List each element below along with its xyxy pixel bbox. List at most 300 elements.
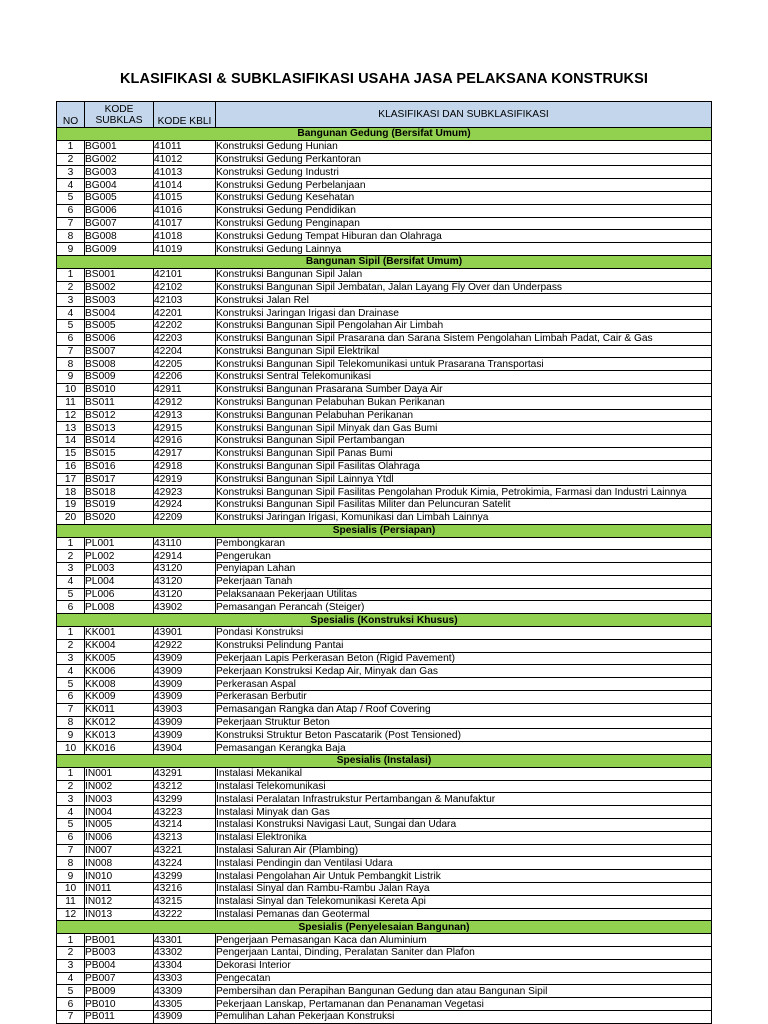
- cell-klasifikasi: Konstruksi Bangunan Sipil Jembatan, Jalan Layang Fly Over dan Underpass: [216, 281, 712, 294]
- cell-no: 7: [57, 844, 85, 857]
- cell-klasifikasi: Instalasi Sinyal dan Telekomunikasi Kereta Api: [216, 895, 712, 908]
- cell-kode-kbli: 42917: [154, 447, 216, 460]
- cell-kode-subklas: KK008: [85, 678, 154, 691]
- cell-klasifikasi: Konstruksi Bangunan Sipil Minyak dan Gas Bumi: [216, 422, 712, 435]
- cell-kode-subklas: IN010: [85, 870, 154, 883]
- cell-no: 6: [57, 332, 85, 345]
- cell-kode-subklas: BS015: [85, 447, 154, 460]
- cell-no: 2: [57, 153, 85, 166]
- cell-klasifikasi: Instalasi Saluran Air (Plambing): [216, 844, 712, 857]
- cell-klasifikasi: Konstruksi Bangunan Sipil Pengolahan Air Limbah: [216, 319, 712, 332]
- cell-kode-kbli: 43909: [154, 652, 216, 665]
- cell-klasifikasi: Instalasi Pengolahan Air Untuk Pembangkit Listrik: [216, 870, 712, 883]
- cell-no: 18: [57, 486, 85, 499]
- table-row: [57, 780, 712, 793]
- cell-no: 6: [57, 831, 85, 844]
- cell-kode-kbli: 41015: [154, 191, 216, 204]
- cell-kode-subklas: BG009: [85, 243, 154, 256]
- section-title: Spesialis (Persiapan): [57, 524, 712, 537]
- table-row: [57, 435, 712, 448]
- header-kode-line1: KODE: [104, 103, 134, 115]
- table-row: [57, 678, 712, 691]
- cell-kode-kbli: 42912: [154, 396, 216, 409]
- cell-klasifikasi: Konstruksi Bangunan Sipil Fasilitas Pengolahan Produk Kimia, Petrokimia, Farmasi dan Industri Lainnya: [216, 486, 712, 499]
- cell-kode-kbli: 42923: [154, 486, 216, 499]
- cell-no: 1: [57, 268, 85, 281]
- table-row: [57, 268, 712, 281]
- cell-kode-kbli: 42924: [154, 499, 216, 512]
- table-row: [57, 895, 712, 908]
- cell-klasifikasi: Pekerjaan Konstruksi Kedap Air, Minyak dan Gas: [216, 665, 712, 678]
- table-row: [57, 870, 712, 883]
- table-row: [57, 959, 712, 972]
- cell-no: 13: [57, 422, 85, 435]
- cell-kode-subklas: BS007: [85, 345, 154, 358]
- cell-no: 1: [57, 627, 85, 640]
- cell-kode-subklas: KK011: [85, 703, 154, 716]
- cell-klasifikasi: Konstruksi Gedung Lainnya: [216, 243, 712, 256]
- cell-klasifikasi: Instalasi Telekomunikasi: [216, 780, 712, 793]
- cell-klasifikasi: Pengerjaan Pemasangan Kaca dan Aluminium: [216, 934, 712, 947]
- table-row: [57, 844, 712, 857]
- table-row: [57, 716, 712, 729]
- table-row: [57, 550, 712, 563]
- cell-kode-kbli: 42101: [154, 268, 216, 281]
- section-header-row: [57, 755, 712, 768]
- cell-kode-subklas: KK001: [85, 627, 154, 640]
- table-row: [57, 383, 712, 396]
- cell-kode-subklas: KK009: [85, 691, 154, 704]
- cell-no: 12: [57, 908, 85, 921]
- cell-klasifikasi: Pemasangan Perancah (Steiger): [216, 601, 712, 614]
- section-header-row: [57, 255, 712, 268]
- cell-klasifikasi: Konstruksi Bangunan Sipil Fasilitas Militer dan Peluncuran Satelit: [216, 499, 712, 512]
- cell-no: 4: [57, 575, 85, 588]
- cell-klasifikasi: Perkerasan Berbutir: [216, 691, 712, 704]
- table-row: [57, 703, 712, 716]
- cell-kode-subklas: PB009: [85, 985, 154, 998]
- cell-kode-subklas: PB011: [85, 1010, 154, 1023]
- cell-no: 11: [57, 895, 85, 908]
- cell-no: 2: [57, 550, 85, 563]
- cell-no: 6: [57, 998, 85, 1011]
- cell-no: 17: [57, 473, 85, 486]
- table-row: [57, 204, 712, 217]
- table-row: [57, 409, 712, 422]
- table-row: [57, 729, 712, 742]
- cell-kode-kbli: 43904: [154, 742, 216, 755]
- cell-no: 15: [57, 447, 85, 460]
- table-row: [57, 908, 712, 921]
- cell-no: 4: [57, 307, 85, 320]
- cell-klasifikasi: Pengerukan: [216, 550, 712, 563]
- cell-no: 8: [57, 716, 85, 729]
- cell-klasifikasi: Pelaksanaan Pekerjaan Utilitas: [216, 588, 712, 601]
- cell-kode-kbli: 43901: [154, 627, 216, 640]
- cell-no: 3: [57, 793, 85, 806]
- cell-kode-kbli: 43212: [154, 780, 216, 793]
- cell-kode-subklas: BS010: [85, 383, 154, 396]
- cell-kode-kbli: 42203: [154, 332, 216, 345]
- cell-klasifikasi: Instalasi Elektronika: [216, 831, 712, 844]
- cell-kode-subklas: BG006: [85, 204, 154, 217]
- table-row: [57, 153, 712, 166]
- cell-kode-kbli: 42201: [154, 307, 216, 320]
- table-row: [57, 319, 712, 332]
- cell-kode-subklas: BS001: [85, 268, 154, 281]
- cell-kode-subklas: BS020: [85, 511, 154, 524]
- cell-kode-kbli: 42913: [154, 409, 216, 422]
- cell-no: 10: [57, 742, 85, 755]
- cell-kode-kbli: 43223: [154, 806, 216, 819]
- cell-klasifikasi: Pengerjaan Lantai, Dinding, Peralatan Saniter dan Plafon: [216, 947, 712, 960]
- cell-kode-kbli: 43110: [154, 537, 216, 550]
- cell-kode-subklas: KK016: [85, 742, 154, 755]
- table-row: [57, 627, 712, 640]
- cell-kode-kbli: 42914: [154, 550, 216, 563]
- cell-kode-subklas: BS009: [85, 371, 154, 384]
- cell-klasifikasi: Konstruksi Bangunan Sipil Lainnya Ytdl: [216, 473, 712, 486]
- cell-no: 3: [57, 652, 85, 665]
- table-row: [57, 294, 712, 307]
- table-row: [57, 793, 712, 806]
- table-row: [57, 985, 712, 998]
- cell-kode-kbli: 41017: [154, 217, 216, 230]
- table-row: [57, 422, 712, 435]
- cell-klasifikasi: Konstruksi Bangunan Sipil Prasarana dan Sarana Sistem Pengolahan Limbah Padat, Cair & Gas: [216, 332, 712, 345]
- cell-klasifikasi: Instalasi Pendingin dan Ventilasi Udara: [216, 857, 712, 870]
- cell-no: 5: [57, 678, 85, 691]
- cell-kode-subklas: BS013: [85, 422, 154, 435]
- table-row: [57, 332, 712, 345]
- cell-klasifikasi: Konstruksi Bangunan Sipil Pertambangan: [216, 435, 712, 448]
- cell-kode-kbli: 43909: [154, 691, 216, 704]
- cell-klasifikasi: Konstruksi Gedung Perkantoran: [216, 153, 712, 166]
- cell-no: 5: [57, 819, 85, 832]
- table-body: [57, 128, 712, 1024]
- table-row: [57, 140, 712, 153]
- table-row: [57, 819, 712, 832]
- cell-kode-kbli: 42922: [154, 639, 216, 652]
- cell-klasifikasi: Pekerjaan Tanah: [216, 575, 712, 588]
- table-row: [57, 473, 712, 486]
- cell-kode-subklas: IN001: [85, 767, 154, 780]
- table-row: [57, 806, 712, 819]
- cell-kode-subklas: PL008: [85, 601, 154, 614]
- cell-kode-subklas: BS002: [85, 281, 154, 294]
- cell-no: 1: [57, 934, 85, 947]
- table-row: [57, 396, 712, 409]
- header-kode-line2: SUBKLAS: [95, 114, 143, 126]
- cell-kode-subklas: PB007: [85, 972, 154, 985]
- cell-no: 5: [57, 191, 85, 204]
- section-header-row: [57, 614, 712, 627]
- cell-klasifikasi: Instalasi Minyak dan Gas: [216, 806, 712, 819]
- cell-kode-subklas: IN007: [85, 844, 154, 857]
- cell-kode-kbli: 42916: [154, 435, 216, 448]
- table-row: [57, 371, 712, 384]
- cell-kode-subklas: IN013: [85, 908, 154, 921]
- cell-kode-kbli: 42209: [154, 511, 216, 524]
- cell-no: 7: [57, 345, 85, 358]
- header-kode-kbli: KODE KBLI: [154, 102, 216, 128]
- cell-no: 3: [57, 166, 85, 179]
- cell-kode-subklas: IN004: [85, 806, 154, 819]
- table-row: [57, 230, 712, 243]
- table-row: [57, 460, 712, 473]
- section-title: Bangunan Sipil (Bersifat Umum): [57, 255, 712, 268]
- cell-kode-subklas: IN003: [85, 793, 154, 806]
- cell-klasifikasi: Pondasi Konstruksi: [216, 627, 712, 640]
- cell-kode-subklas: PL004: [85, 575, 154, 588]
- cell-kode-subklas: BS016: [85, 460, 154, 473]
- cell-kode-kbli: 43301: [154, 934, 216, 947]
- cell-klasifikasi: Konstruksi Gedung Kesehatan: [216, 191, 712, 204]
- table-row: [57, 499, 712, 512]
- cell-klasifikasi: Konstruksi Bangunan Prasarana Sumber Daya Air: [216, 383, 712, 396]
- table-row: [57, 972, 712, 985]
- table-row: [57, 947, 712, 960]
- cell-kode-subklas: BS005: [85, 319, 154, 332]
- cell-no: 20: [57, 511, 85, 524]
- cell-kode-kbli: 43120: [154, 588, 216, 601]
- cell-klasifikasi: Pengecatan: [216, 972, 712, 985]
- cell-no: 11: [57, 396, 85, 409]
- table-row: [57, 563, 712, 576]
- cell-kode-subklas: PL003: [85, 563, 154, 576]
- document-title: KLASIFIKASI & SUBKLASIFIKASI USAHA JASA PELAKSANA KONSTRUKSI: [119, 71, 649, 87]
- cell-no: 7: [57, 1010, 85, 1023]
- cell-no: 8: [57, 857, 85, 870]
- cell-no: 1: [57, 140, 85, 153]
- cell-no: 8: [57, 358, 85, 371]
- cell-klasifikasi: Konstruksi Gedung Pendidikan: [216, 204, 712, 217]
- cell-klasifikasi: Konstruksi Gedung Penginapan: [216, 217, 712, 230]
- cell-kode-subklas: BS018: [85, 486, 154, 499]
- cell-kode-kbli: 43214: [154, 819, 216, 832]
- cell-kode-subklas: BS012: [85, 409, 154, 422]
- cell-no: 3: [57, 959, 85, 972]
- cell-kode-kbli: 42202: [154, 319, 216, 332]
- table-row: [57, 691, 712, 704]
- cell-klasifikasi: Konstruksi Bangunan Sipil Jalan: [216, 268, 712, 281]
- table-row: [57, 652, 712, 665]
- cell-kode-subklas: KK013: [85, 729, 154, 742]
- cell-kode-kbli: 43302: [154, 947, 216, 960]
- cell-no: 9: [57, 371, 85, 384]
- cell-klasifikasi: Konstruksi Gedung Hunian: [216, 140, 712, 153]
- cell-kode-subklas: PB003: [85, 947, 154, 960]
- cell-kode-subklas: BG007: [85, 217, 154, 230]
- table-row: [57, 1010, 712, 1023]
- cell-no: 4: [57, 972, 85, 985]
- table-row: [57, 831, 712, 844]
- table-row: [57, 575, 712, 588]
- table-row: [57, 742, 712, 755]
- cell-kode-subklas: BS011: [85, 396, 154, 409]
- cell-kode-subklas: BG005: [85, 191, 154, 204]
- cell-klasifikasi: Konstruksi Bangunan Sipil Telekomunikasi untuk Prasarana Transportasi: [216, 358, 712, 371]
- cell-no: 8: [57, 230, 85, 243]
- header-no: NO: [57, 102, 85, 128]
- cell-kode-kbli: 42204: [154, 345, 216, 358]
- table-row: [57, 998, 712, 1011]
- cell-kode-subklas: PL006: [85, 588, 154, 601]
- cell-klasifikasi: Perkerasan Aspal: [216, 678, 712, 691]
- cell-kode-kbli: 43120: [154, 575, 216, 588]
- cell-klasifikasi: Pemasangan Kerangka Baja: [216, 742, 712, 755]
- cell-kode-subklas: PL002: [85, 550, 154, 563]
- cell-klasifikasi: Konstruksi Sentral Telekomunikasi: [216, 371, 712, 384]
- cell-no: 2: [57, 639, 85, 652]
- cell-klasifikasi: Instalasi Sinyal dan Rambu-Rambu Jalan Raya: [216, 883, 712, 896]
- cell-kode-kbli: 41018: [154, 230, 216, 243]
- table-row: [57, 601, 712, 614]
- table-row: [57, 486, 712, 499]
- cell-klasifikasi: Konstruksi Bangunan Sipil Fasilitas Olahraga: [216, 460, 712, 473]
- cell-no: 7: [57, 703, 85, 716]
- cell-kode-subklas: IN006: [85, 831, 154, 844]
- cell-klasifikasi: Konstruksi Bangunan Pelabuhan Bukan Perikanan: [216, 396, 712, 409]
- cell-kode-kbli: 42915: [154, 422, 216, 435]
- cell-kode-subklas: PL001: [85, 537, 154, 550]
- cell-no: 5: [57, 588, 85, 601]
- table-row: [57, 243, 712, 256]
- section-title: Spesialis (Instalasi): [57, 755, 712, 768]
- cell-klasifikasi: Pekerjaan Lanskap, Pertamanan dan Penanaman Vegetasi: [216, 998, 712, 1011]
- cell-kode-kbli: 42919: [154, 473, 216, 486]
- cell-kode-kbli: 43309: [154, 985, 216, 998]
- cell-klasifikasi: Konstruksi Struktur Beton Pascatarik (Post Tensioned): [216, 729, 712, 742]
- cell-no: 3: [57, 294, 85, 307]
- cell-klasifikasi: Konstruksi Pelindung Pantai: [216, 639, 712, 652]
- cell-kode-subklas: BS014: [85, 435, 154, 448]
- cell-no: 6: [57, 204, 85, 217]
- cell-klasifikasi: Pekerjaan Lapis Perkerasan Beton (Rigid Pavement): [216, 652, 712, 665]
- table-row: [57, 883, 712, 896]
- cell-kode-kbli: 42206: [154, 371, 216, 384]
- cell-kode-kbli: 43221: [154, 844, 216, 857]
- section-title: Spesialis (Konstruksi Khusus): [57, 614, 712, 627]
- cell-no: 4: [57, 665, 85, 678]
- cell-no: 19: [57, 499, 85, 512]
- cell-kode-subklas: BS004: [85, 307, 154, 320]
- section-header-row: [57, 128, 712, 141]
- cell-kode-kbli: 43215: [154, 895, 216, 908]
- cell-klasifikasi: Pembongkaran: [216, 537, 712, 550]
- cell-kode-subklas: KK005: [85, 652, 154, 665]
- cell-kode-kbli: 41019: [154, 243, 216, 256]
- cell-klasifikasi: Konstruksi Jalan Rel: [216, 294, 712, 307]
- section-header-row: [57, 921, 712, 934]
- cell-kode-kbli: 43902: [154, 601, 216, 614]
- cell-klasifikasi: Dekorasi Interior: [216, 959, 712, 972]
- cell-klasifikasi: Konstruksi Bangunan Pelabuhan Perikanan: [216, 409, 712, 422]
- cell-klasifikasi: Konstruksi Gedung Tempat Hiburan dan Olahraga: [216, 230, 712, 243]
- cell-klasifikasi: Konstruksi Gedung Perbelanjaan: [216, 179, 712, 192]
- cell-no: 5: [57, 319, 85, 332]
- cell-no: 9: [57, 729, 85, 742]
- cell-klasifikasi: Konstruksi Bangunan Sipil Elektrikal: [216, 345, 712, 358]
- cell-kode-kbli: 43224: [154, 857, 216, 870]
- cell-klasifikasi: Konstruksi Gedung Industri: [216, 166, 712, 179]
- cell-no: 1: [57, 537, 85, 550]
- cell-kode-kbli: 43909: [154, 665, 216, 678]
- cell-kode-kbli: 43303: [154, 972, 216, 985]
- section-title: Bangunan Gedung (Bersifat Umum): [57, 128, 712, 141]
- cell-no: 10: [57, 383, 85, 396]
- cell-kode-subklas: IN002: [85, 780, 154, 793]
- cell-klasifikasi: Instalasi Pemanas dan Geotermal: [216, 908, 712, 921]
- cell-no: 6: [57, 601, 85, 614]
- cell-no: 5: [57, 985, 85, 998]
- cell-kode-kbli: 43909: [154, 1010, 216, 1023]
- cell-kode-subklas: IN011: [85, 883, 154, 896]
- cell-kode-kbli: 43299: [154, 793, 216, 806]
- cell-kode-subklas: KK006: [85, 665, 154, 678]
- cell-kode-kbli: 43120: [154, 563, 216, 576]
- cell-no: 2: [57, 780, 85, 793]
- cell-klasifikasi: Pekerjaan Struktur Beton: [216, 716, 712, 729]
- cell-kode-subklas: BS006: [85, 332, 154, 345]
- table-row: [57, 281, 712, 294]
- table-row: [57, 665, 712, 678]
- cell-kode-subklas: BG004: [85, 179, 154, 192]
- cell-no: 14: [57, 435, 85, 448]
- table-header-row: [57, 102, 712, 128]
- cell-kode-subklas: KK004: [85, 639, 154, 652]
- cell-kode-kbli: 43909: [154, 678, 216, 691]
- cell-kode-kbli: 43213: [154, 831, 216, 844]
- cell-klasifikasi: Konstruksi Jaringan Irigasi dan Drainase: [216, 307, 712, 320]
- cell-klasifikasi: Penyiapan Lahan: [216, 563, 712, 576]
- cell-kode-subklas: IN012: [85, 895, 154, 908]
- cell-klasifikasi: Konstruksi Jaringan Irigasi, Komunikasi dan Limbah Lainnya: [216, 511, 712, 524]
- cell-no: 4: [57, 179, 85, 192]
- cell-kode-subklas: PB004: [85, 959, 154, 972]
- cell-kode-kbli: 41014: [154, 179, 216, 192]
- cell-klasifikasi: Pemulihan Lahan Pekerjaan Konstruksi: [216, 1010, 712, 1023]
- table-row: [57, 934, 712, 947]
- header-klasifikasi: KLASIFIKASI DAN SUBKLASIFIKASI: [216, 102, 712, 128]
- table-row: [57, 537, 712, 550]
- header-kode-subklas: [85, 102, 154, 128]
- cell-no: 9: [57, 870, 85, 883]
- cell-kode-kbli: 42103: [154, 294, 216, 307]
- cell-kode-subklas: IN005: [85, 819, 154, 832]
- cell-klasifikasi: Instalasi Peralatan Infrastrukstur Pertambangan & Manufaktur: [216, 793, 712, 806]
- table-row: [57, 511, 712, 524]
- cell-kode-subklas: BS003: [85, 294, 154, 307]
- cell-no: 4: [57, 806, 85, 819]
- table-row: [57, 639, 712, 652]
- table-row: [57, 191, 712, 204]
- cell-kode-subklas: BS008: [85, 358, 154, 371]
- cell-kode-kbli: 41016: [154, 204, 216, 217]
- cell-kode-subklas: BG002: [85, 153, 154, 166]
- cell-kode-subklas: KK012: [85, 716, 154, 729]
- table-row: [57, 857, 712, 870]
- cell-kode-kbli: 43304: [154, 959, 216, 972]
- cell-kode-kbli: 43291: [154, 767, 216, 780]
- cell-kode-kbli: 42918: [154, 460, 216, 473]
- cell-kode-kbli: 42205: [154, 358, 216, 371]
- table-row: [57, 307, 712, 320]
- cell-no: 2: [57, 281, 85, 294]
- cell-kode-subklas: PB010: [85, 998, 154, 1011]
- cell-no: 9: [57, 243, 85, 256]
- cell-kode-kbli: 43305: [154, 998, 216, 1011]
